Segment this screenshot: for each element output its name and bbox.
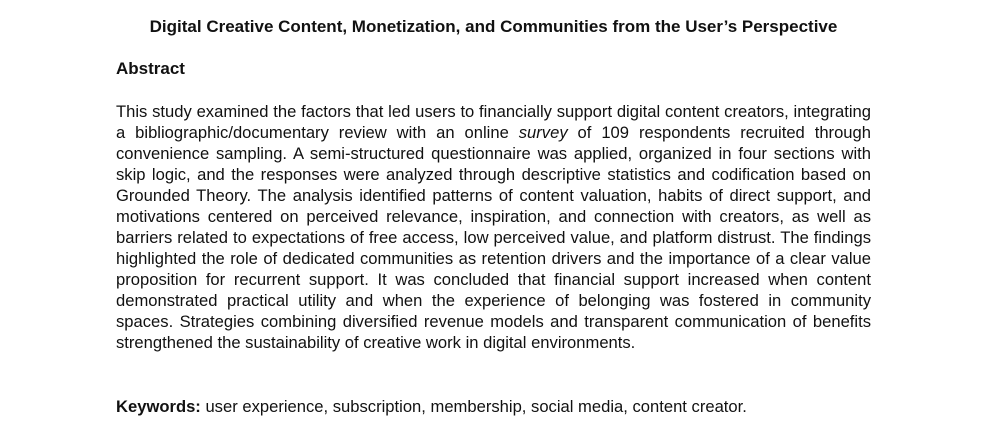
abstract-italic-term: survey — [518, 123, 568, 142]
abstract-text-part-1: This study examined the factors that led users to financially support digital content creators, integrating a bibliographic/documentary review with an online — [116, 102, 871, 142]
abstract-text-part-2: of 109 respondents recruited through convenience sampling. A semi-structured questionnaire was applied, organized in four sections with skip logic, and the responses were analyzed through descriptive statistics and codification based on Grounded Theory. The analysis identified patterns of content valuation, habits of direct support, and motivations centered on perceived relevance, inspiration, and connection with creators, as well as barriers related to expectations of free access, low perceived value, and platform distrust. The findings highlighted the role of dedicated communities as retention drivers and the importance of a clear value proposition for recurrent support. It was concluded that financial support increased when content demonstrated practical utility and when the experience of belonging was fostered in community spaces. Strategies combining diversified revenue models and transparent communication of benefits strengthened the sustainability of creative work in digital environments. — [116, 123, 871, 352]
paper-title: Digital Creative Content, Monetization, and Communities from the User’s Perspective — [149, 17, 838, 36]
keywords-text: user experience, subscription, membership, social media, content creator. — [200, 397, 747, 416]
abstract-paragraph — [116, 101, 871, 353]
keywords-label: Keywords: — [116, 397, 201, 416]
keywords-line — [116, 396, 871, 417]
abstract-heading: Abstract — [116, 59, 185, 78]
